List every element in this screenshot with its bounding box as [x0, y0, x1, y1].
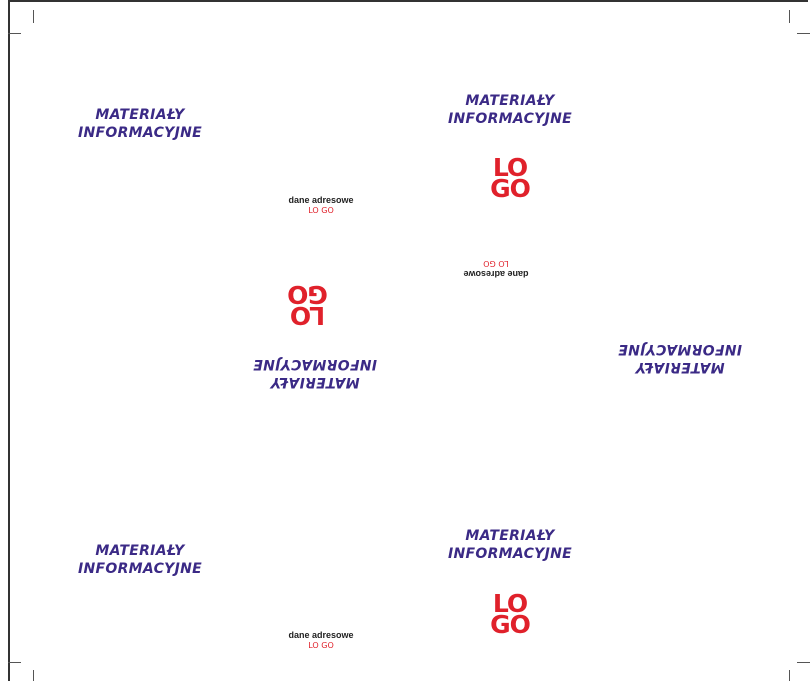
mini-logo-line-2: GO	[483, 259, 496, 268]
logo	[480, 589, 540, 639]
logo-line-2: GO	[490, 174, 530, 203]
address-text: dane adresowe	[463, 269, 529, 279]
title-line-1: MATERIAŁY	[95, 543, 185, 559]
logo-line-1: LO	[492, 153, 528, 182]
address-text: dane adresowe	[288, 630, 354, 640]
address-block-rotated	[446, 260, 546, 279]
crop-mark-bottom-left-h	[8, 662, 21, 663]
logo	[480, 153, 540, 203]
panel-title-rotated	[600, 340, 760, 376]
title-line-1: MATERIAŁY	[635, 359, 725, 375]
mini-logo	[271, 207, 371, 214]
title-line-2: INFORMACYJNE	[77, 125, 202, 141]
panel-title-rotated	[235, 355, 395, 391]
mini-logo	[271, 642, 371, 649]
title-line-2: INFORMACYJNE	[447, 111, 572, 127]
crop-mark-top-left-v	[33, 10, 34, 23]
mini-logo-line-2: GO	[321, 206, 334, 215]
mini-logo-line-1: LO	[308, 206, 319, 215]
mini-logo-line-2: GO	[321, 641, 334, 650]
crop-mark-bottom-right-v	[789, 670, 790, 681]
address-block	[271, 630, 371, 649]
crop-mark-top-left-h	[8, 33, 21, 34]
mini-logo	[446, 260, 546, 267]
logo-line-1: LO	[492, 589, 528, 618]
crop-mark-top-right-h	[797, 33, 810, 34]
panel-title	[430, 527, 590, 563]
mini-logo-line-1: LO	[498, 259, 509, 268]
logo-line-2: GO	[490, 610, 530, 639]
panel-title	[430, 92, 590, 128]
crop-mark-bottom-left-v	[33, 670, 34, 681]
title-line-1: MATERIAŁY	[465, 93, 555, 109]
address-block	[271, 195, 371, 214]
address-text: dane adresowe	[288, 195, 354, 205]
crop-mark-bottom-right-h	[797, 662, 810, 663]
crop-mark-top-right-v	[789, 10, 790, 23]
panel-title	[60, 542, 220, 578]
logo-line-2: GO	[288, 280, 328, 309]
title-line-1: MATERIAŁY	[270, 374, 360, 390]
title-line-2: INFORMACYJNE	[447, 546, 572, 562]
logo-rotated	[278, 280, 338, 330]
title-line-2: INFORMACYJNE	[77, 561, 202, 577]
title-line-2: INFORMACYJNE	[618, 341, 743, 357]
title-line-1: MATERIAŁY	[465, 528, 555, 544]
logo-line-1: LO	[290, 301, 326, 330]
mini-logo-line-1: LO	[308, 641, 319, 650]
title-line-1: MATERIAŁY	[95, 107, 185, 123]
panel-title	[60, 106, 220, 142]
title-line-2: INFORMACYJNE	[253, 356, 378, 372]
